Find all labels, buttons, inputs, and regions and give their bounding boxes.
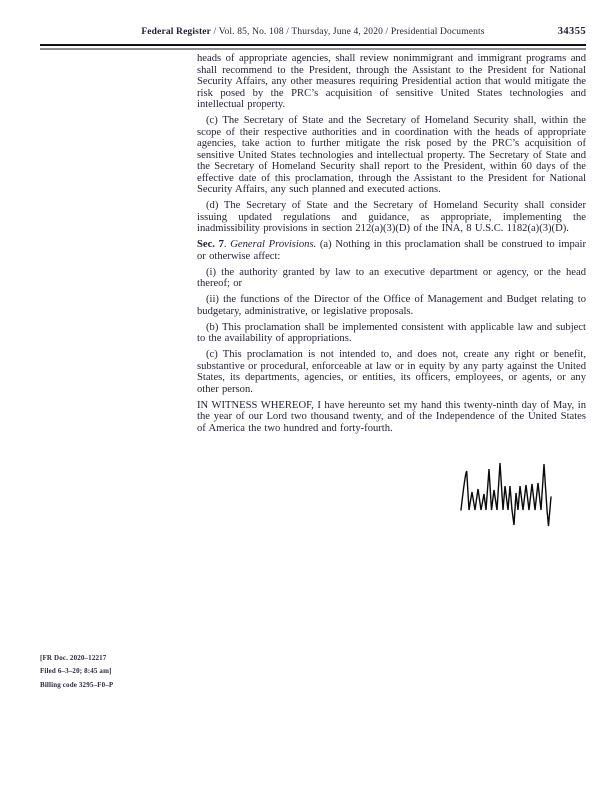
signature-ink-icon xyxy=(458,459,563,529)
paragraph-sec7-a-ii xyxy=(197,294,586,317)
text-run: (d) The Secretary of State and the Secretary of Homeland Security shall consider issuing updated regulations and guidance, as appropriate, implementing the inadmissibility provisions in section 212(a)(3)(D) of the INA, 8 U.S.C. 1182(a)(3)(D). xyxy=(197,200,586,234)
text-run: (a) Nothing in this proclamation shall be construed to impair or otherwise affect: xyxy=(197,239,586,262)
journal-title: Federal Register xyxy=(141,27,212,37)
text-run: Sec. 7 xyxy=(197,239,224,250)
text-run: (ii) the functions of the Director of the Office of Management and Budget relating to budgetary, administrative, or legislative proposals. xyxy=(197,294,586,317)
text-run: heads of appropriate agencies, shall review nonimmigrant and immigrant programs and shall recommend to the President, through the Assistant to the President for National Security Affairs, any other measures requiring Presidential action that would mitigate the risk posed by the PRC’s acquisition of sensitive United States technologies and intellectual property. xyxy=(197,53,586,110)
paragraph-sec7-b xyxy=(197,322,586,345)
paragraph-sec6-d xyxy=(197,200,586,235)
text-run: (c) This proclamation is not intended to, and does not, create any right or benefit, substantive or procedural, enforceable at law or in equity by any party against the United States, its departments, agencies, or entities, its officers, employees, or agents, or any other person. xyxy=(197,349,586,395)
filed-date-line: Filed 6–3–20; 8:45 am] xyxy=(40,667,112,676)
paragraph-sec7-c xyxy=(197,349,586,395)
paragraph-sec6-c xyxy=(197,115,586,196)
text-run: (i) the authority granted by law to an executive department or agency, or the head thereof; or xyxy=(197,266,586,289)
text-run: . xyxy=(223,239,231,250)
page-number: 34355 xyxy=(557,25,586,37)
page-footer xyxy=(40,652,113,692)
page-header xyxy=(40,27,586,37)
paragraph-sec7-heading xyxy=(197,239,586,262)
paragraph-sec7-a-i xyxy=(197,267,586,290)
citation-text: / Vol. 85, No. 108 / Thursday, June 4, 2020 / Presidential Documents xyxy=(211,27,485,37)
billing-code: Billing code 3295–F0–P xyxy=(40,680,114,689)
paragraph-witness-clause xyxy=(197,400,586,435)
text-run: General Provisions. xyxy=(230,239,317,250)
divider-rule-gray xyxy=(40,48,586,50)
text-run: IN WITNESS WHEREOF, I have hereunto set my hand this twenty-ninth day of May, in the year of our Lord two thousand twenty, and of the Independence of the United States of America the two hundred and forty-fourth. xyxy=(197,399,586,434)
header-divider xyxy=(40,44,586,50)
text-run: (c) The Secretary of State and the Secretary of Homeland Security shall, within the scope of their respective authorities and in coordination with the heads of appropriate agencies, take action to further mitigate the risk posed by the PRC’s acquisition of sensitive United States technologies and intellectual property. The Secretary of State and the Secretary of Homeland Security shall report to the President, within 60 days of the effective date of this proclamation, through the Assistant to the President for National Security Affairs, any such planned and executed actions. xyxy=(197,115,586,195)
text-run: (b) This proclamation shall be implemented consistent with applicable law and subject to the availability of appropriations. xyxy=(197,321,586,344)
divider-rule-black xyxy=(40,44,586,46)
presidential-signature xyxy=(458,459,563,529)
paragraph-continuation xyxy=(197,53,586,111)
document-body xyxy=(197,53,586,439)
fr-doc-number: [FR Doc. 2020–12217 xyxy=(40,654,107,662)
